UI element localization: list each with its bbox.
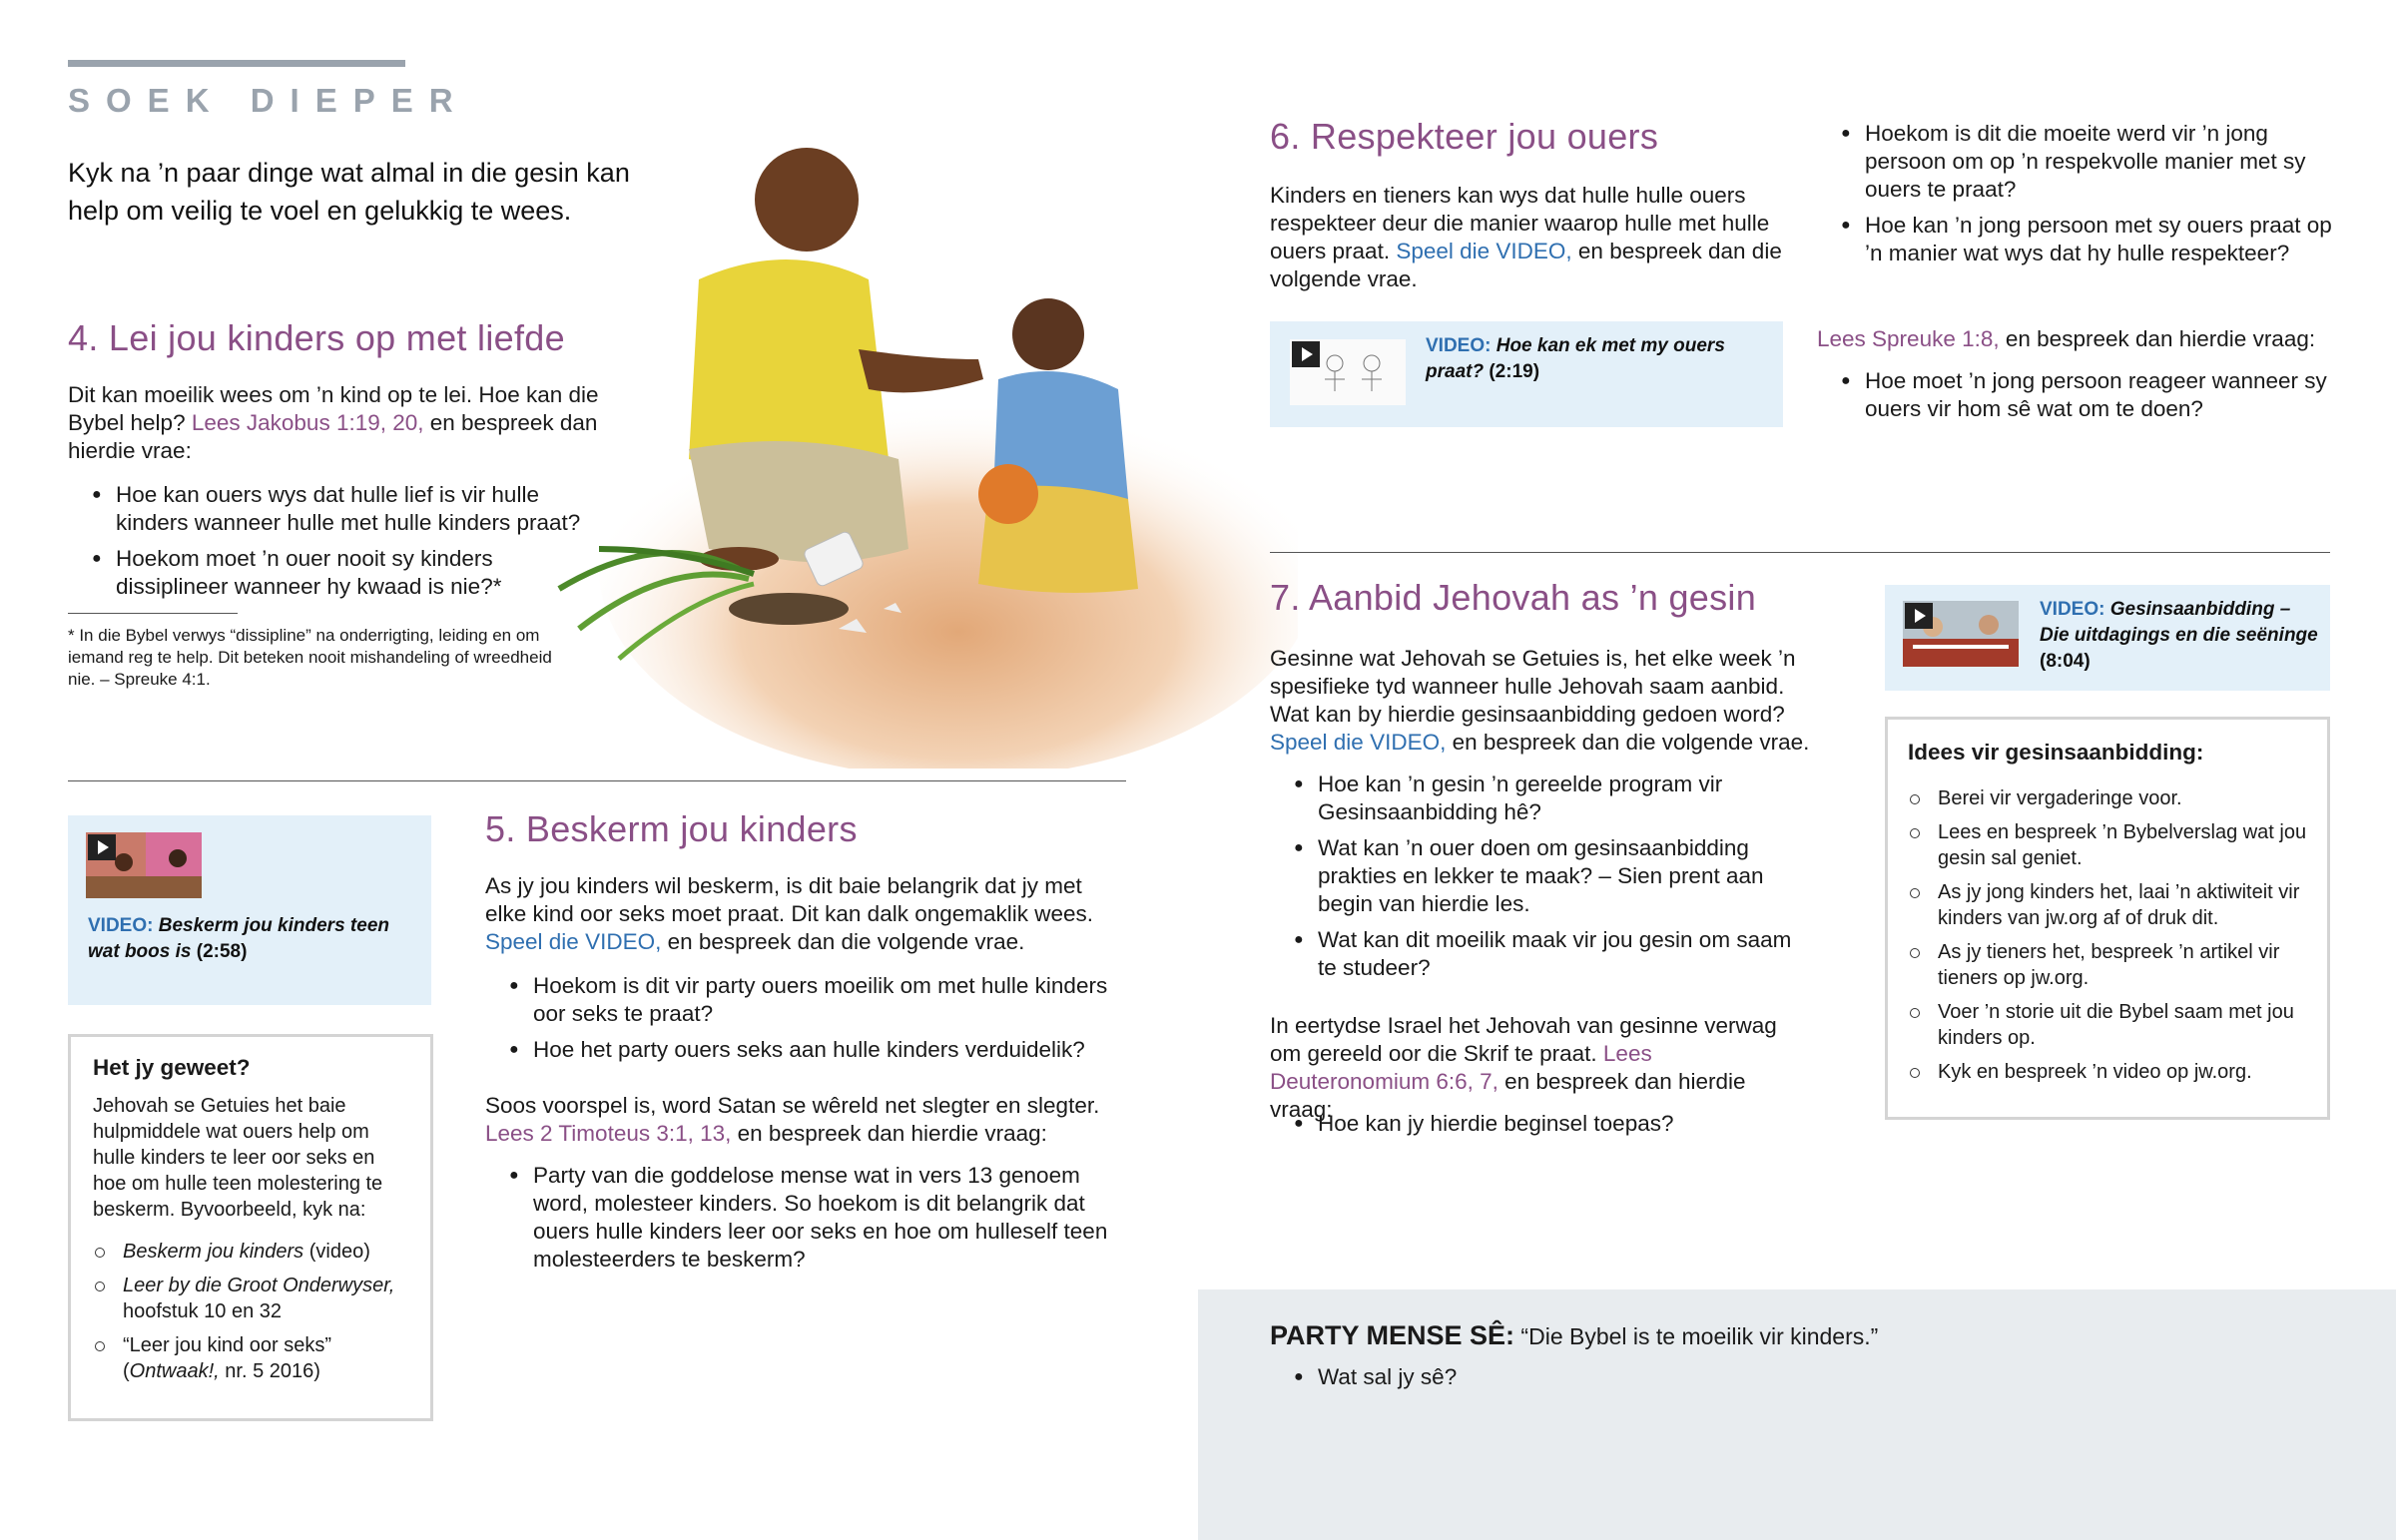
section-4-questions — [68, 481, 607, 609]
list-item: ● Hoe kan ’n gesin ’n gereelde program vir Gesinsaanbidding hê? — [1270, 770, 1809, 826]
section-7-intro: Gesinne wat Jehovah se Getuies is, het elke week ’n spesifieke tyd wanneer hulle Jehovah saam aanbid. Wat kan by hierdie gesinsaanbidding gedoen word? Speel die VIDEO, en bespreek dan die volgende vrae. — [1270, 646, 1810, 755]
video-caption: VIDEO: Beskerm jou kinders teen wat boos is (2:58) — [88, 915, 389, 962]
some-people-say-label: PARTY MENSE SÊ: — [1270, 1320, 1515, 1350]
list-item: ● Hoekom is dit vir party ouers moeilik om met hulle kinders oor seks te praat? — [485, 972, 1134, 1028]
scripture-link-timoteus[interactable]: Lees 2 Timoteus 3:1, 13, — [485, 1121, 732, 1146]
divider — [1270, 552, 2330, 553]
list-item: As jy tieners het, bespreek ’n artikel vir tieners op jw.org. — [1908, 939, 2307, 991]
section-5-intro: As jy jou kinders wil beskerm, is dit baie belangrik dat jy met elke kind oor seks moet praat. Dit kan dalk ongemaklik wees. Speel die VIDEO, en bespreek dan die volgende vrae. — [485, 873, 1094, 954]
section-4-intro: Dit kan moeilik wees om ’n kind op te lei. Hoe kan die Bybel help? Lees Jakobus 1:19, 20, en bespreek dan hierdie vrae: — [68, 382, 599, 463]
section-7-questions — [1270, 770, 1809, 990]
intro-text: Kyk na ’n paar dinge wat almal in die gesin kan help om veilig te voel en gelukkig te wees. — [68, 158, 630, 226]
resource-list — [93, 1239, 412, 1392]
play-video-link[interactable]: Speel die VIDEO, — [1396, 239, 1572, 263]
list-item: Kyk en bespreek ’n video op jw.org. — [1908, 1059, 2307, 1085]
video-caption: VIDEO: Hoe kan ek met my ouers praat? (2:19) — [1426, 335, 1725, 382]
resource-item[interactable]: Leer by die Groot Onderwyser, hoofstuk 10 en 32 — [93, 1273, 412, 1324]
some-people-say-quote: “Die Bybel is te moeilik vir kinders.” — [1514, 1323, 1879, 1349]
section-5-question-2 — [485, 1162, 1134, 1282]
some-people-say-question — [1270, 1363, 1869, 1399]
ball — [978, 464, 1038, 524]
section-6-intro: Kinders en tieners kan wys dat hulle hulle ouers respekteer deur die manier waarop hulle met hulle ouers praat. Speel die VIDEO, en bespreek dan die volgende vrae. — [1270, 183, 1782, 291]
list-item: ● Wat sal jy sê? — [1270, 1363, 1869, 1391]
play-icon[interactable] — [88, 834, 116, 860]
list-item: ● Hoe het party ouers seks aan hulle kinders verduidelik? — [485, 1036, 1134, 1064]
footnote-rule — [68, 613, 238, 614]
section-7-question-2 — [1270, 1110, 1809, 1146]
list-item: ● Hoekom is dit die moeite werd vir ’n jong persoon om op ’n respekvolle manier met sy ouers te praat? — [1817, 120, 2336, 204]
video-caption: VIDEO: Gesinsaanbidding – Die uitdagings en die seëninge (8:04) — [2040, 599, 2318, 672]
list-item: ● Hoekom moet ’n ouer nooit sy kinders dissiplineer wanneer hy kwaad is nie?* — [68, 545, 607, 601]
list-item: ● Hoe kan ’n jong persoon met sy ouers praat op ’n manier wat wys dat hy hulle respekteer? — [1817, 212, 2336, 267]
ideas-list — [1908, 785, 2307, 1093]
list-item: Berei vir vergaderinge voor. — [1908, 785, 2307, 811]
section-7-title: 7. Aanbid Jehovah as ’n gesin — [1270, 577, 1757, 618]
video-thumbnail[interactable] — [1903, 601, 2019, 667]
section-6-question-2 — [1817, 367, 2336, 431]
list-item: ● Hoe kan jy hierdie beginsel toepas? — [1270, 1110, 1809, 1138]
did-you-know-box — [68, 1034, 433, 1421]
play-icon[interactable] — [1292, 341, 1320, 367]
list-item: Lees en bespreek ’n Bybelverslag wat jou gesin sal geniet. — [1908, 819, 2307, 871]
list-item: ● Hoe kan ouers wys dat hulle lief is vir hulle kinders wanneer hulle met hulle kinders praat? — [68, 481, 607, 537]
some-people-say-line — [1270, 1319, 1878, 1352]
section-5-second-paragraph: Soos voorspel is, word Satan se wêreld net slegter en slegter. Lees 2 Timoteus 3:1, 13, en bespreek dan hierdie vraag: — [485, 1093, 1100, 1146]
section-5-title: 5. Beskerm jou kinders — [485, 808, 858, 849]
father-legs — [689, 441, 908, 562]
video-thumbnail[interactable] — [1290, 339, 1406, 405]
list-item: ● Wat kan dit moeilik maak vir jou gesin om saam te studeer? — [1270, 926, 1809, 982]
resource-item[interactable]: “Leer jou kind oor seks” (Ontwaak!, nr. 5 2016) — [93, 1332, 412, 1384]
section-6-scripture-line: Lees Spreuke 1:8, en bespreek dan hierdie vraag: — [1817, 326, 2316, 351]
divider — [68, 780, 1126, 781]
video-thumbnail[interactable] — [86, 832, 202, 898]
scripture-link-spreuke[interactable]: Lees Spreuke 1:8, — [1817, 326, 2000, 351]
section-6-title: 6. Respekteer jou ouers — [1270, 116, 1659, 157]
resource-item[interactable]: Beskerm jou kinders (video) — [93, 1239, 412, 1265]
scripture-link-jakobus[interactable]: Lees Jakobus 1:19, 20, — [191, 410, 424, 435]
list-item: ● Wat kan ’n ouer doen om gesinsaanbidding prakties en lekker te maak? – Sien prent aan begin van hierdie les. — [1270, 834, 1809, 918]
did-you-know-title: Het jy geweet? — [93, 1055, 251, 1080]
section-4-title: 4. Lei jou kinders op met liefde — [68, 317, 565, 358]
video-card-gesinsaanbidding[interactable] — [1885, 585, 2330, 691]
play-video-link[interactable]: Speel die VIDEO, — [485, 929, 662, 954]
video-card-ouers[interactable] — [1270, 321, 1783, 427]
list-item: Voer ’n storie uit die Bybel saam met jou kinders op. — [1908, 999, 2307, 1051]
section-7-second-paragraph: In eertydse Israel het Jehovah van gesinne verwag om gereeld oor die Skrif te praat. Lees Deuteronomium 6:6, 7, en bespreek dan hierdie vraag: — [1270, 1013, 1777, 1122]
did-you-know-body: Jehovah se Getuies het baie hulpmiddele wat ouers help om hulle kinders te leer oor seks en hoe om hulle teen molestering te beskerm. Byvoorbeeld, kyk na: — [93, 1095, 383, 1221]
section-kicker: SOEK DIEPER — [68, 82, 469, 119]
father-son-illustration — [539, 130, 1298, 769]
father-head — [755, 148, 859, 252]
list-item: As jy jong kinders het, laai ’n aktiwiteit vir kinders van jw.org af of druk dit. — [1908, 879, 2307, 931]
header-rule — [68, 60, 405, 67]
video-card-beskerm[interactable] — [68, 815, 431, 1005]
play-icon[interactable] — [1905, 603, 1933, 629]
son-head — [1012, 298, 1084, 370]
ideas-title: Idees vir gesinsaanbidding: — [1908, 740, 2204, 765]
list-item: ● Party van die goddelose mense wat in vers 13 genoem word, molesteer kinders. So hoekom is dit belangrik dat ouers hulle kinders leer oor seks en hoe om hulleself teen molesteerders te beskerm? — [485, 1162, 1134, 1274]
play-video-link[interactable]: Speel die VIDEO, — [1270, 730, 1447, 755]
scripture-link-deuteronomium[interactable]: Lees Deuteronomium 6:6, 7, — [1270, 1041, 1652, 1094]
section-6-questions — [1817, 120, 2336, 275]
list-item: ● Hoe moet ’n jong persoon reageer wanneer sy ouers vir hom sê wat om te doen? — [1817, 367, 2336, 423]
family-worship-ideas-box — [1885, 717, 2330, 1120]
footnote: * In die Bybel verwys “dissipline” na onderrigting, leiding en om iemand reg te help. Dit beteken nooit mishandeling of wreedheid nie. – Spreuke 4:1. — [68, 626, 552, 689]
section-5-questions — [485, 972, 1134, 1072]
